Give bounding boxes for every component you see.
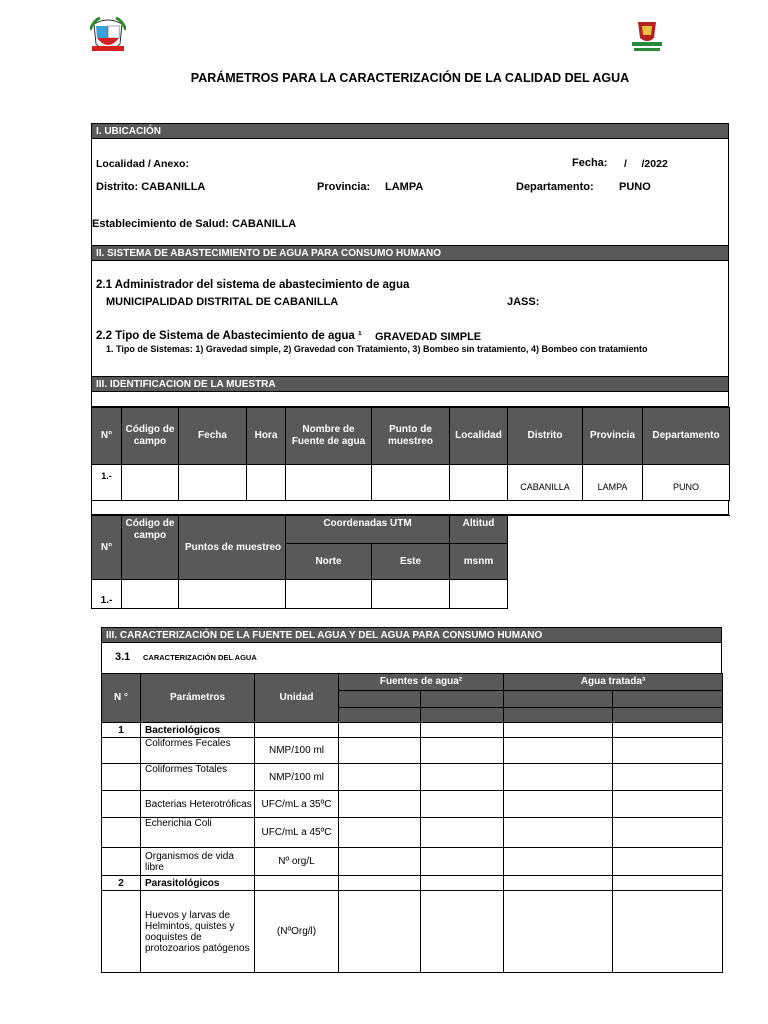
row-n [102,848,141,876]
row-unit: Nº org/L [255,848,339,876]
char-header-n: N ° [102,674,141,723]
coord-cell-norte[interactable] [286,580,372,609]
value-cell[interactable] [339,791,421,818]
col-header-hora: Hora [247,408,286,465]
table-row [102,876,723,891]
table-row [92,465,730,501]
section-caracterizacion-header: III. CARACTERIZACIÓN DE LA FUENTE DEL AGUA Y DEL AGUA PARA CONSUMO HUMANO [101,627,722,643]
value-cell[interactable] [421,876,504,891]
coord-cell-este[interactable] [372,580,450,609]
value-cell[interactable] [504,891,613,973]
fecha-label: Fecha: [572,157,608,169]
table-row [102,723,723,738]
row-unit [255,723,339,738]
value-cell[interactable] [339,818,421,848]
char-header-fuente-2b [421,708,504,723]
value-cell[interactable] [613,848,723,876]
cell-n[interactable]: 1.- [92,465,122,501]
row-n [102,818,141,848]
muestra-table [91,407,730,501]
char-header-tratada-1b [504,708,613,723]
fecha-value: / /2022 [624,158,668,170]
value-cell[interactable] [339,764,421,791]
cell-distrito[interactable]: CABANILLA [508,465,583,501]
tipo-note: 1. Tipo de Sistemas: 1) Gravedad simple, 2) Gravedad con Tratamiento, 3) Bombeo sin tratamiento, 4) Bombeo con tratamiento [106,344,648,354]
char-header-fuente-1 [339,691,421,708]
value-cell[interactable] [339,723,421,738]
row-param: Huevos y larvas de Helmintos, quistes y ooquistes de protozoarios patógenos [141,891,255,973]
row-unit [255,876,339,891]
coord-header-utm: Coordenadas UTM [286,516,450,544]
cell-codigo[interactable] [122,465,179,501]
row-unit: NMP/100 ml [255,738,339,764]
table-row [102,764,723,791]
row-param: Coliformes Totales [141,764,255,791]
page-title: PARÁMETROS PARA LA CARACTERIZACIÓN DE LA CALIDAD DEL AGUA [190,71,630,85]
value-cell[interactable] [613,818,723,848]
value-cell[interactable] [613,891,723,973]
value-cell[interactable] [613,723,723,738]
char-header-unidad: Unidad [255,674,339,723]
char-header-tratada-1 [504,691,613,708]
coord-cell-n[interactable]: 1.- [92,580,122,609]
tipo-label: 2.2 Tipo de Sistema de Abastecimiento de agua ¹ [96,330,362,342]
row-param: Coliformes Fecales [141,738,255,764]
table-row [102,818,723,848]
table-row [102,848,723,876]
provincia-label: Provincia: [317,181,371,193]
cell-departamento[interactable]: PUNO [643,465,730,501]
muestra-spacer [91,500,729,515]
coord-cell-codigo[interactable] [122,580,179,609]
char-header-tratada-2b [613,708,723,723]
value-cell[interactable] [339,738,421,764]
establecimiento-field: Establecimiento de Salud: CABANILLA [92,218,297,230]
coord-header-msnm: msnm [450,544,508,580]
coord-header-codigo: Código de campo [122,516,179,580]
coord-header-norte: Norte [286,544,372,580]
char-header-tratada-2 [613,691,723,708]
row-n [102,791,141,818]
row-n: 1 [102,723,141,738]
peru-coat-of-arms-icon [90,16,126,56]
value-cell[interactable] [504,818,613,848]
col-header-provincia: Provincia [583,408,643,465]
row-param: Parasitológicos [141,876,255,891]
row-unit: NMP/100 ml [255,764,339,791]
col-header-fuente: Nombre de Fuente de agua [286,408,372,465]
value-cell[interactable] [504,764,613,791]
value-cell[interactable] [504,723,613,738]
row-param: Echerichia Coli [141,818,255,848]
table-row [102,791,723,818]
value-cell[interactable] [421,791,504,818]
value-cell[interactable] [339,848,421,876]
admin-label: 2.1 Administrador del sistema de abastecimiento de agua [96,279,410,291]
coord-header-este: Este [372,544,450,580]
municipality-crest-icon [630,20,664,54]
value-cell[interactable] [421,723,504,738]
value-cell[interactable] [421,818,504,848]
char-header-fuentes: Fuentes de agua² [339,674,504,691]
value-cell[interactable] [421,738,504,764]
value-cell[interactable] [504,791,613,818]
coord-empty-area [508,516,730,609]
row-n [102,891,141,973]
col-header-distrito: Distrito [508,408,583,465]
cell-fuente[interactable] [286,465,372,501]
value-cell[interactable] [504,848,613,876]
section-muestra-spacer [91,391,729,407]
coord-header-altitud: Altitud [450,516,508,544]
departamento-label: Departamento: [516,181,594,193]
caracterizacion-table [101,673,723,973]
col-header-codigo: Código de campo [122,408,179,465]
row-unit: UFC/mL a 35ºC [255,791,339,818]
row-param: Organismos de vida libre [141,848,255,876]
cell-localidad[interactable] [450,465,508,501]
jass-label: JASS: [507,296,540,308]
col-header-departamento: Departamento [643,408,730,465]
char-header-parametros: Parámetros [141,674,255,723]
col-header-fecha: Fecha [179,408,247,465]
row-unit: UFC/mL a 45ºC [255,818,339,848]
value-cell[interactable] [421,848,504,876]
row-n [102,764,141,791]
admin-value: MUNICIPALIDAD DISTRITAL DE CABANILLA [106,296,339,308]
value-cell[interactable] [421,891,504,973]
row-param: Bacteriológicos [141,723,255,738]
localidad-label: Localidad / Anexo: [96,158,189,170]
coord-header-n: N° [92,516,122,580]
value-cell[interactable] [421,764,504,791]
value-cell[interactable] [504,876,613,891]
row-unit: (NºOrg/l) [255,891,339,973]
char-header-fuente-2 [421,691,504,708]
row-param: Bacterias Heterotróficas [141,791,255,818]
col-header-localidad: Localidad [450,408,508,465]
coord-header-puntos: Puntos de muestreo [179,516,286,580]
departamento-value: PUNO [619,181,651,193]
cell-hora[interactable] [247,465,286,501]
tipo-value: GRAVEDAD SIMPLE [375,331,482,343]
row-n [102,738,141,764]
value-cell[interactable] [613,764,723,791]
distrito-field: Distrito: CABANILLA [96,181,206,193]
coord-cell-puntos[interactable] [179,580,286,609]
table-row [102,891,723,973]
cell-fecha[interactable] [179,465,247,501]
row-n: 2 [102,876,141,891]
section-muestra-header: III. IDENTIFICACION DE LA MUESTRA [91,376,729,392]
sub-title: CARACTERIZACIÓN DEL AGUA [143,653,257,662]
cell-provincia[interactable]: LAMPA [583,465,643,501]
coord-cell-msnm[interactable] [450,580,508,609]
section-sistema-header: II. SISTEMA DE ABASTECIMIENTO DE AGUA PARA CONSUMO HUMANO [91,245,729,261]
section-sistema-frame [91,260,729,377]
value-cell[interactable] [613,791,723,818]
col-header-n: N° [92,408,122,465]
table-row [102,738,723,764]
col-header-punto: Punto de muestreo [372,408,450,465]
value-cell[interactable] [339,876,421,891]
coordenadas-table [91,515,730,609]
value-cell[interactable] [504,738,613,764]
cell-punto[interactable] [372,465,450,501]
value-cell[interactable] [613,876,723,891]
value-cell[interactable] [613,738,723,764]
char-header-tratada: Agua tratada³ [504,674,723,691]
char-header-fuente-1b [339,708,421,723]
section-ubicacion-header: I. UBICACIÓN [91,123,729,139]
provincia-value: LAMPA [385,181,424,193]
sub-num: 3.1 [115,651,131,663]
value-cell[interactable] [339,891,421,973]
